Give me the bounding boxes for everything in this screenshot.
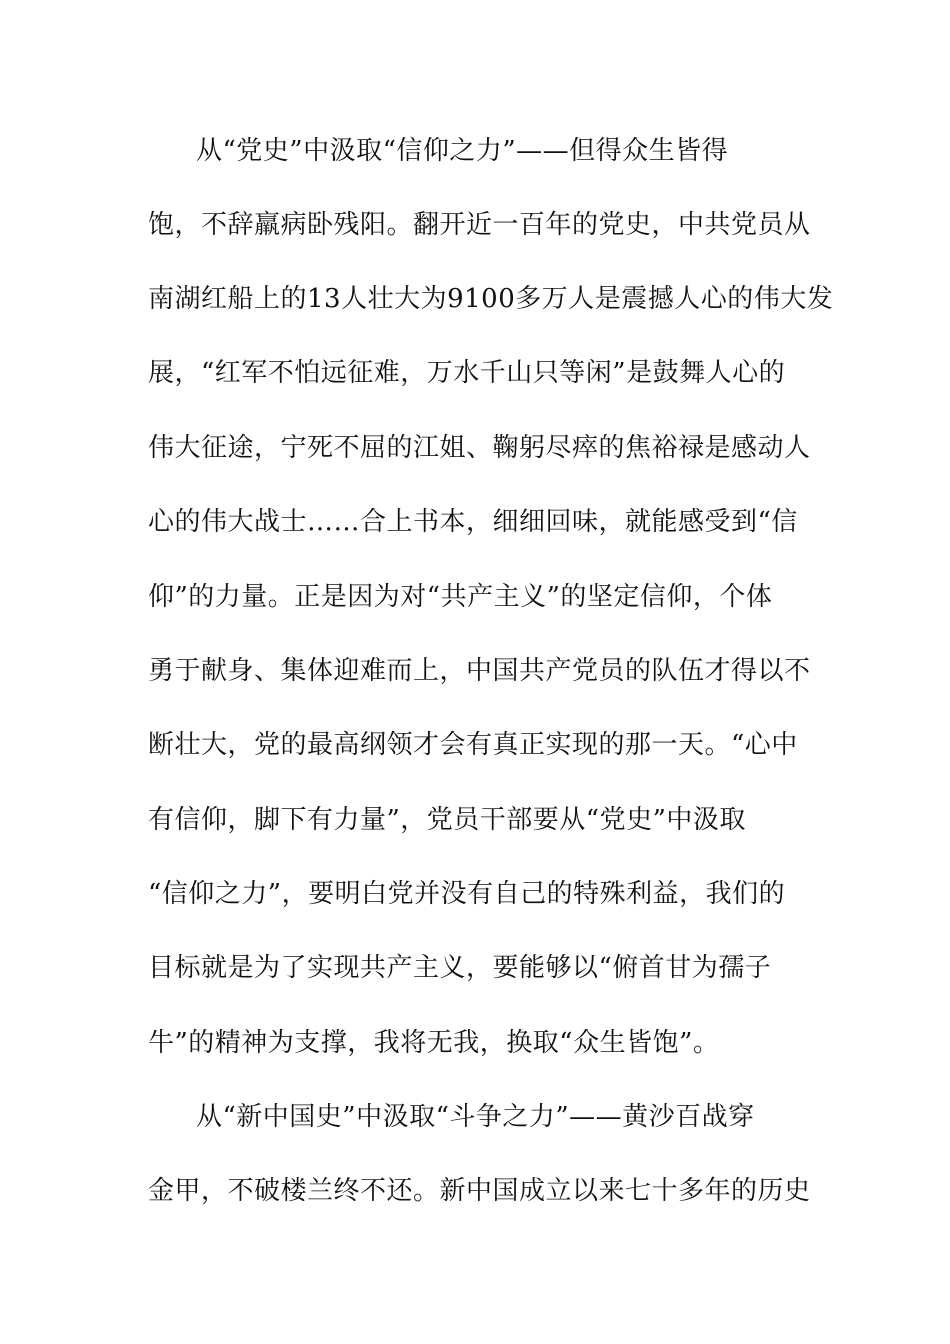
paragraph-1-line-9: 断壮大，党的最高纲领才会有真正实现的那一天。“心中 xyxy=(148,730,798,760)
paragraph-1-line-3: 南湖红船上的13人壮大为9100多万人是震撼人心的伟大发 xyxy=(148,284,834,314)
paragraph-1-line-5: 伟大征途，宁死不屈的江姐、鞠躬尽瘁的焦裕禄是感动人 xyxy=(148,433,811,463)
paragraph-2-line-2: 金甲，不破楼兰终不还。新中国成立以来七十多年的历史 xyxy=(148,1176,811,1206)
paragraph-1-line-8: 勇于献身、集体迎难而上，中国共产党员的队伍才得以不 xyxy=(148,656,811,686)
paragraph-1-line-7: 仰”的力量。正是因为对“共产主义”的坚定信仰，个体 xyxy=(148,582,773,612)
paragraph-2-line-1: 从“新中国史”中汲取“斗争之力”——黄沙百战穿 xyxy=(196,1102,755,1132)
paragraph-1-line-12: 目标就是为了实现共产主义，要能够以“俯首甘为孺子 xyxy=(148,953,772,983)
paragraph-1-line-4: 展，“红军不怕远征难，万水千山只等闲”是鼓舞人心的 xyxy=(148,358,786,388)
paragraph-1-line-11: “信仰之力”，要明白党并没有自己的特殊利益，我们的 xyxy=(148,879,786,909)
paragraph-1-line-10: 有信仰，脚下有力量”，党员干部要从“党史”中汲取 xyxy=(148,805,746,835)
paragraph-1-line-2: 饱，不辞羸病卧残阳。翻开近一百年的党史，中共党员从 xyxy=(148,210,811,240)
paragraph-1-line-6: 心的伟大战士……合上书本，细细回味，就能感受到“信 xyxy=(148,507,798,537)
paragraph-1-line-13: 牛”的精神为支撑，我将无我，换取“众生皆饱”。 xyxy=(148,1028,720,1058)
paragraph-1-line-1: 从“党史”中汲取“信仰之力”——但得众生皆得 xyxy=(196,136,729,166)
